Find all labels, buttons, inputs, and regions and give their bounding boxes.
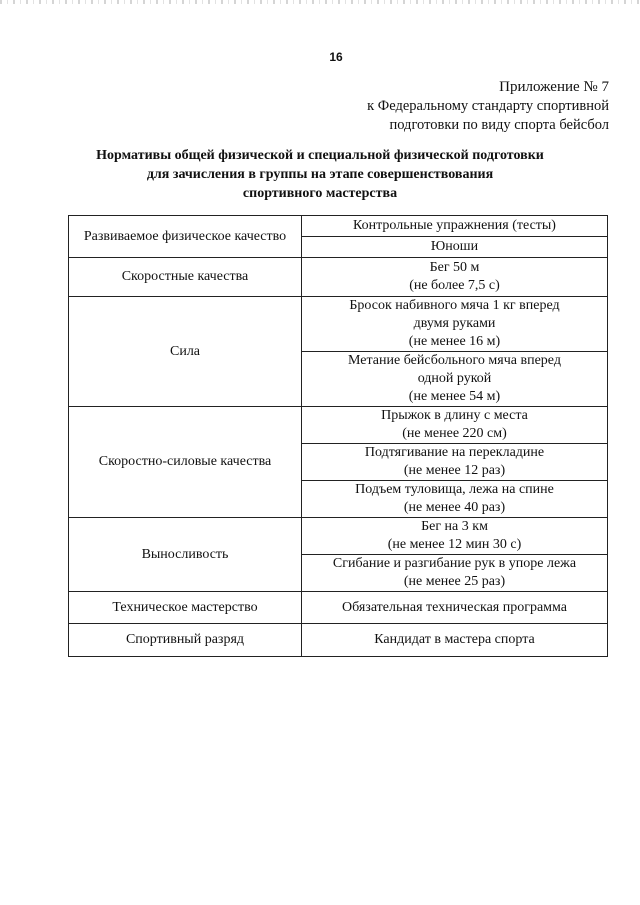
document-title	[40, 146, 600, 203]
test-cell	[302, 555, 608, 592]
test-norm: (не менее 54 м)	[408, 389, 501, 404]
quality-cell: Сила	[69, 297, 302, 407]
test-cell	[302, 297, 608, 352]
test-name: Бег на 3 км	[421, 519, 488, 534]
test-norm: (не менее 40 раз)	[403, 500, 506, 515]
test-norm: (не менее 16 м)	[408, 334, 501, 349]
table-header-row	[69, 216, 608, 237]
test-name: Метание бейсбольного мяча вперед	[348, 353, 561, 368]
standards-table	[68, 215, 608, 657]
scan-edge-artifact	[0, 0, 640, 4]
header-group-cell: Юноши	[302, 237, 608, 258]
test-name: двумя руками	[413, 316, 496, 331]
title-line: Нормативы общей физической и специальной физической подготовки	[96, 148, 544, 163]
test-norm: (не менее 12 мин 30 с)	[387, 537, 522, 552]
test-cell	[302, 444, 608, 481]
appendix-standard-line: к Федеральному стандарту спортивной	[367, 98, 609, 114]
page-number: 16	[329, 50, 343, 64]
test-cell: Обязательная техническая программа	[302, 592, 608, 624]
table-row	[69, 407, 608, 444]
table-row	[69, 518, 608, 555]
quality-cell: Спортивный разряд	[69, 624, 302, 657]
quality-cell: Техническое мастерство	[69, 592, 302, 624]
quality-cell: Выносливость	[69, 518, 302, 592]
table-row	[69, 592, 608, 624]
test-cell	[302, 518, 608, 555]
title-line: для зачисления в группы на этапе совершенствования	[146, 167, 494, 182]
table-row	[69, 258, 608, 297]
test-cell	[302, 352, 608, 407]
title-line: спортивного мастерства	[242, 186, 398, 201]
test-norm: (не более 7,5 с)	[409, 278, 500, 293]
test-norm: (не менее 25 раз)	[403, 574, 506, 589]
test-name: одной рукой	[417, 371, 492, 386]
test-name: Прыжок в длину с места	[381, 408, 528, 423]
appendix-number: Приложение № 7	[499, 79, 609, 95]
test-name: Бег 50 м	[429, 260, 480, 275]
quality-cell: Скоростные качества	[69, 258, 302, 297]
test-name: Подтягивание на перекладине	[364, 445, 545, 460]
appendix-sport-line: подготовки по виду спорта бейсбол	[389, 117, 609, 133]
table-row	[69, 297, 608, 352]
test-name: Подъем туловища, лежа на спине	[355, 482, 554, 497]
test-norm: (не менее 12 раз)	[403, 463, 506, 478]
test-cell: Кандидат в мастера спорта	[302, 624, 608, 657]
appendix-header	[289, 78, 609, 135]
header-tests-cell: Контрольные упражнения (тесты)	[302, 216, 608, 237]
quality-cell: Скоростно-силовые качества	[69, 407, 302, 518]
test-name: Сгибание и разгибание рук в упоре лежа	[332, 556, 577, 571]
test-cell	[302, 258, 608, 297]
test-name: Бросок набивного мяча 1 кг вперед	[349, 298, 560, 313]
table-row	[69, 624, 608, 657]
test-cell	[302, 407, 608, 444]
header-quality-cell: Развиваемое физическое качество	[69, 216, 302, 258]
test-cell	[302, 481, 608, 518]
test-norm: (не менее 220 см)	[402, 426, 507, 441]
